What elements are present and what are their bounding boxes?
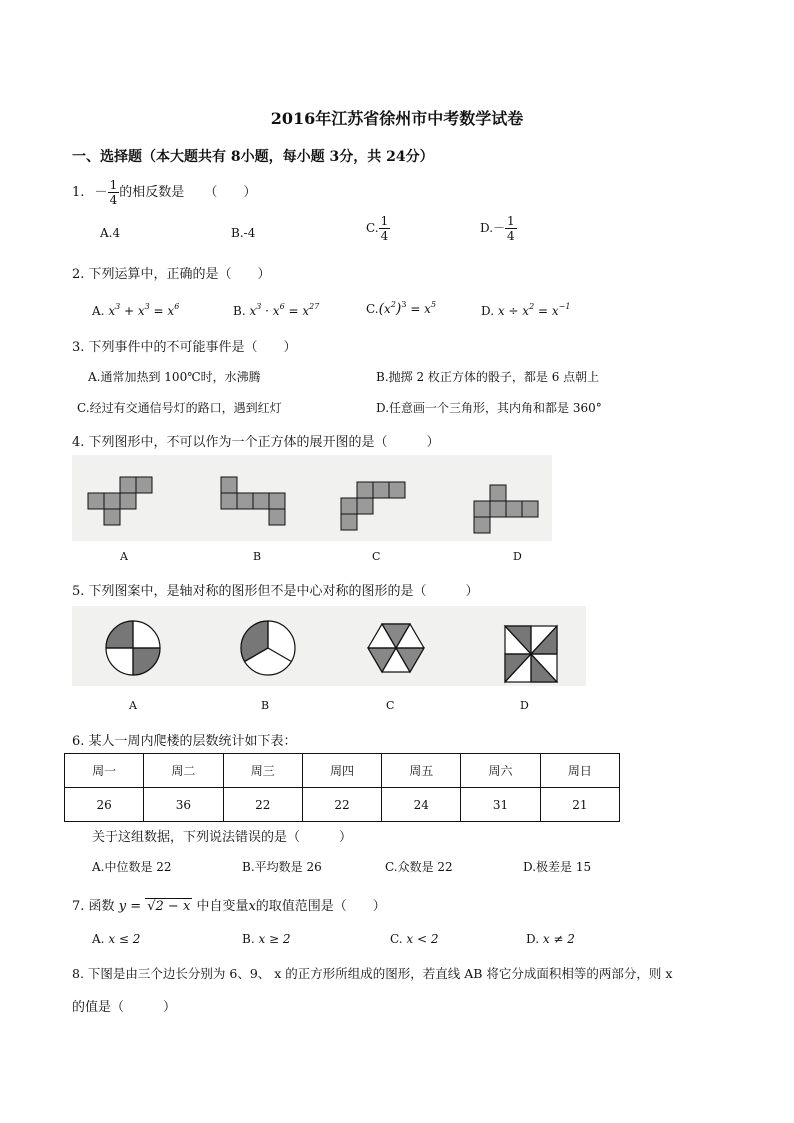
q1-text: 的相反数是 xyxy=(119,185,185,200)
net-a xyxy=(88,477,152,525)
q2-option-d: D. $x \div x^2 = x^{-1}$ xyxy=(481,302,571,318)
question-7: 7. 函数 y = √2 − x 中自变量x的取值范围是（ ） xyxy=(72,899,386,914)
cube-nets-figure xyxy=(72,455,552,541)
q6-option-a: A.中位数是 22 xyxy=(92,860,172,874)
pattern-a xyxy=(106,621,160,675)
page-title: 2016年江苏省徐州市中考数学试卷 xyxy=(270,109,524,128)
question-6: 6. 某人一周内爬楼的层数统计如下表： xyxy=(72,734,297,749)
question-4: 4. 下列图形中，不可以作为一个正方体的展开图的是（ ） xyxy=(72,435,440,450)
q4-label-b: B xyxy=(253,550,262,563)
q1-option-a: A.4 xyxy=(100,226,121,240)
question-3: 3. 下列事件中的不可能事件是（ ） xyxy=(72,340,297,355)
symmetry-figures xyxy=(72,606,586,686)
table-cell: 22 xyxy=(302,788,381,822)
table-header-cell: 周一 xyxy=(65,754,144,788)
q1-number: 1. xyxy=(72,185,85,200)
table-cell: 22 xyxy=(223,788,302,822)
table-cell: 36 xyxy=(144,788,223,822)
pattern-b xyxy=(241,621,295,675)
q2-option-c: $C.(x^2)^3 = x^5$ xyxy=(366,300,437,317)
q5-figure-strip xyxy=(72,606,586,686)
table-header-cell: 周三 xyxy=(223,754,302,788)
net-d xyxy=(474,485,538,533)
q4-label-a: A xyxy=(120,550,128,563)
q7-option-a: A. x ≤ 2 xyxy=(92,932,141,946)
q6-option-d: D.极差是 15 xyxy=(523,860,592,874)
sqrt-expression: √2 − x xyxy=(147,899,191,914)
question-1 xyxy=(72,178,256,207)
q1-paren: （ ） xyxy=(204,185,257,200)
q5-label-a: A xyxy=(129,699,137,712)
floors-table xyxy=(64,753,620,822)
question-5: 5. 下列图案中，是轴对称的图形但不是中心对称的图形的是（ ） xyxy=(72,584,479,599)
q1-option-c: C. $\frac{1}{4}$ xyxy=(366,214,389,243)
q6-sub-question: 关于这组数据，下列说法错误的是（ ） xyxy=(92,830,353,845)
q4-label-d: D xyxy=(513,550,522,563)
q7-option-b: B. x ≥ 2 xyxy=(242,932,291,946)
q2-option-a: A. $x^3 + x^3 = x^6$ xyxy=(92,302,180,318)
q3-option-c: C.经过有交通信号灯的路口，遇到红灯 xyxy=(77,401,282,415)
q5-label-c: C xyxy=(386,699,395,712)
question-8-line-1: 8. 下图是由三个边长分别为 6、9、 x 的正方形所组成的图形，若直线 AB 将它分成面积相等的两部分，则 x xyxy=(72,966,673,981)
q6-option-c: C.众数是 22 xyxy=(385,860,453,874)
q3-option-b: B.抛掷 2 枚正方体的骰子，都是 6 点朝上 xyxy=(376,370,600,384)
pattern-d xyxy=(505,626,557,682)
table-cell: 26 xyxy=(65,788,144,822)
q5-label-d: D xyxy=(520,699,529,712)
question-2: 2. 下列运算中，正确的是（ ） xyxy=(72,267,271,282)
table-header-cell: 周五 xyxy=(382,754,461,788)
pattern-c xyxy=(368,624,424,672)
table-header-cell: 周日 xyxy=(540,754,619,788)
table-header-cell: 周四 xyxy=(302,754,381,788)
net-c xyxy=(341,482,405,530)
q4-label-c: C xyxy=(372,550,381,563)
table-header-cell: 周二 xyxy=(144,754,223,788)
q6-option-b: B.平均数是 26 xyxy=(242,860,322,874)
net-b xyxy=(221,477,285,525)
table-row xyxy=(65,788,620,822)
table-cell: 21 xyxy=(540,788,619,822)
q2-option-b: B. $x^3 \cdot x^6 = x^{27}$ xyxy=(233,302,320,318)
table-header-cell: 周六 xyxy=(461,754,540,788)
q5-label-b: B xyxy=(261,699,270,712)
table-cell: 24 xyxy=(382,788,461,822)
q1-option-d: D.－ $\frac{1}{4}$ xyxy=(480,214,515,243)
question-8-line-2: 的值是（ ） xyxy=(72,1000,177,1015)
q7-option-d: D. x ≠ 2 xyxy=(526,932,575,946)
q3-option-d: D.任意画一个三角形，其内角和都是 360° xyxy=(376,401,602,415)
q7-option-c: C. x < 2 xyxy=(390,932,439,946)
q4-figure-strip xyxy=(72,455,552,541)
q1-sign: － xyxy=(94,185,108,200)
table-header-row xyxy=(65,754,620,788)
section-heading: 一、选择题（本大题共有 8小题，每小题 3分，共 24分） xyxy=(72,149,434,165)
q1-option-b: B.-4 xyxy=(231,226,256,240)
q3-option-a: A.通常加热到 100℃时，水沸腾 xyxy=(88,370,261,384)
table-cell: 31 xyxy=(461,788,540,822)
q1-fraction: $\frac{1}{4}$ xyxy=(109,178,118,207)
